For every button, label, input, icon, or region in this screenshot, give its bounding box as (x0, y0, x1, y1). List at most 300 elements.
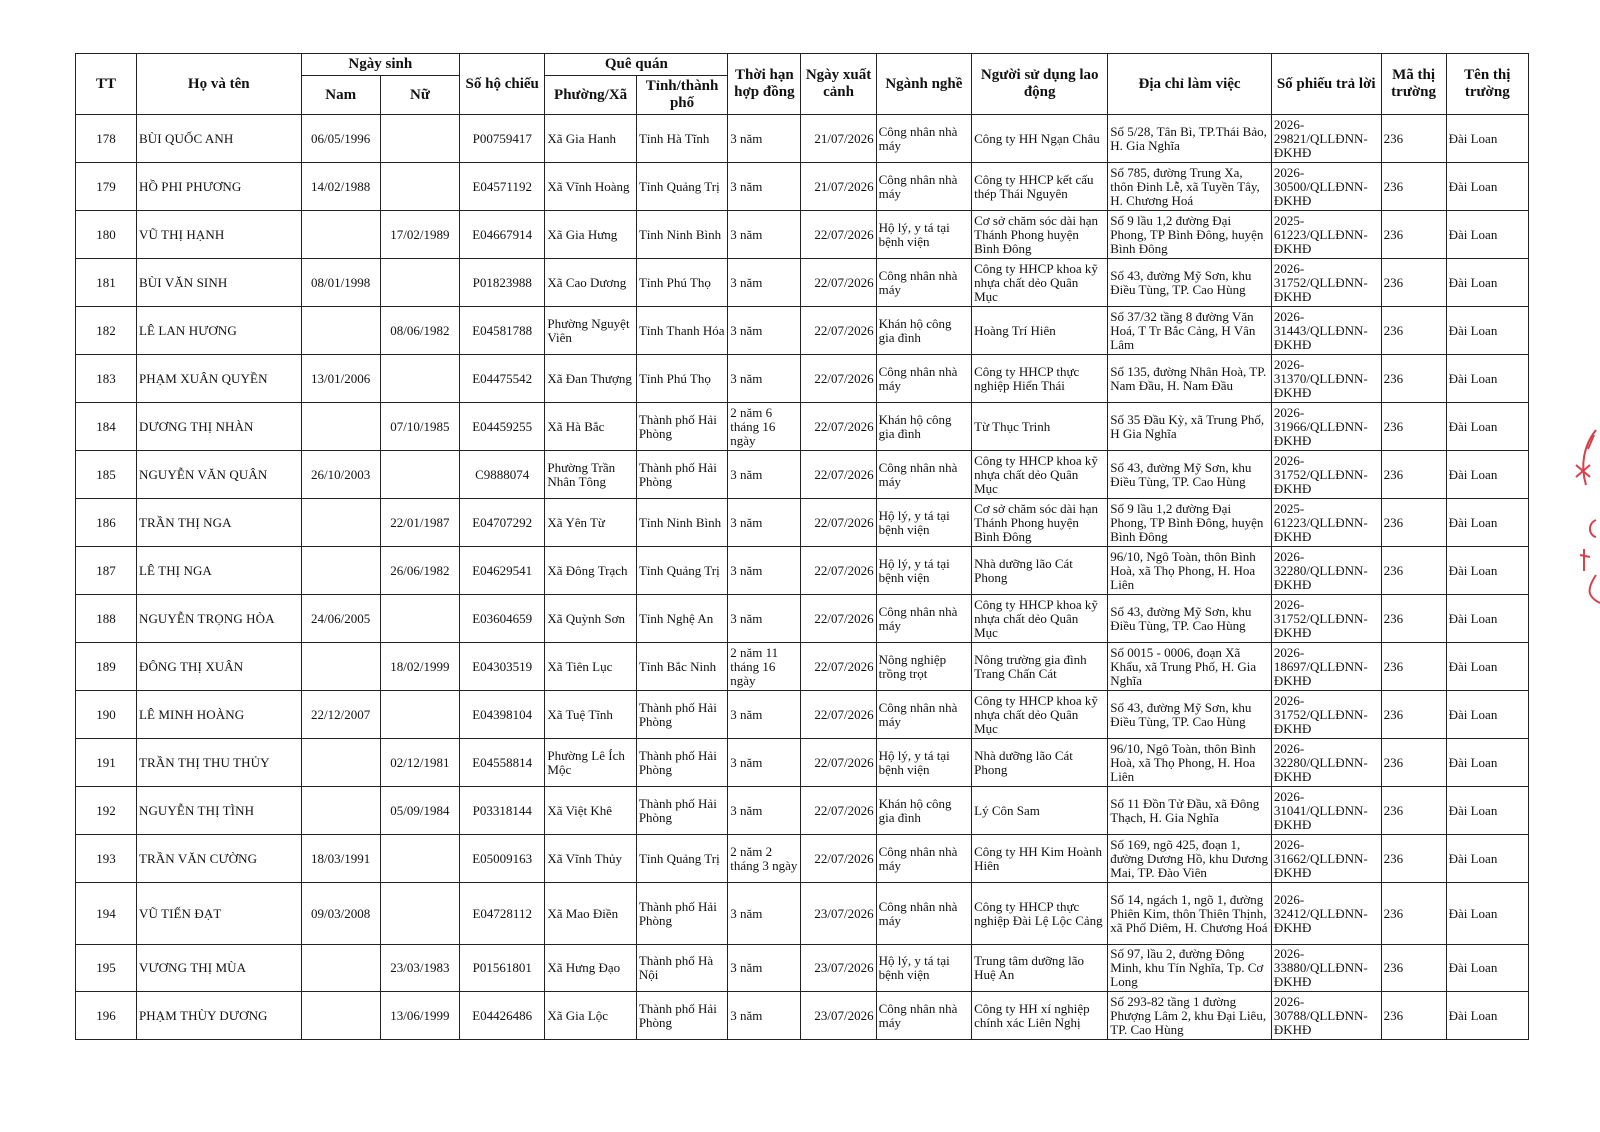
cell-market-code: 236 (1381, 787, 1446, 835)
cell-ticket-number: 2026-31370/QLLĐNN-ĐKHĐ (1271, 355, 1381, 403)
cell-market-name: Đài Loan (1446, 163, 1528, 211)
cell-birthdate-female (380, 163, 459, 211)
cell-market-code: 236 (1381, 259, 1446, 307)
cell-birthdate-male: 08/01/1998 (301, 259, 380, 307)
cell-market-name: Đài Loan (1446, 643, 1528, 691)
cell-row-number: 191 (76, 739, 137, 787)
cell-market-name: Đài Loan (1446, 307, 1528, 355)
cell-passport-number: C9888074 (460, 451, 545, 499)
cell-province: Tỉnh Hà Tĩnh (636, 115, 727, 163)
cell-market-code: 236 (1381, 451, 1446, 499)
cell-work-address: 96/10, Ngô Toàn, thôn Bình Hoà, xã Thọ Phong, H. Hoa Liên (1108, 739, 1272, 787)
cell-contract-term: 2 năm 2 tháng 3 ngày (728, 835, 801, 883)
cell-departure-date: 22/07/2026 (801, 211, 876, 259)
cell-province: Tỉnh Ninh Bình (636, 499, 727, 547)
cell-province: Tỉnh Nghệ An (636, 595, 727, 643)
cell-row-number: 188 (76, 595, 137, 643)
cell-contract-term: 3 năm (728, 992, 801, 1040)
cell-ward: Xã Đông Trạch (545, 547, 636, 595)
cell-market-name: Đài Loan (1446, 595, 1528, 643)
cell-occupation: Khán hộ công gia đình (876, 787, 972, 835)
cell-departure-date: 22/07/2026 (801, 451, 876, 499)
cell-market-name: Đài Loan (1446, 211, 1528, 259)
table-row (76, 403, 1529, 451)
cell-market-name: Đài Loan (1446, 992, 1528, 1040)
cell-occupation: Công nhân nhà máy (876, 835, 972, 883)
cell-ward: Xã Hà Bắc (545, 403, 636, 451)
cell-row-number: 189 (76, 643, 137, 691)
cell-ward: Xã Đan Thượng (545, 355, 636, 403)
header-name: Họ và tên (136, 54, 301, 115)
cell-occupation: Công nhân nhà máy (876, 259, 972, 307)
cell-ward: Phường Trần Nhân Tông (545, 451, 636, 499)
cell-ward: Xã Yên Từ (545, 499, 636, 547)
cell-contract-term: 3 năm (728, 945, 801, 992)
cell-birthdate-male (301, 499, 380, 547)
cell-market-code: 236 (1381, 163, 1446, 211)
table-row (76, 211, 1529, 259)
cell-birthdate-female (380, 451, 459, 499)
cell-row-number: 179 (76, 163, 137, 211)
cell-ticket-number: 2026-29821/QLLĐNN-ĐKHĐ (1271, 115, 1381, 163)
cell-market-name: Đài Loan (1446, 691, 1528, 739)
header-market-code: Mã thị trường (1381, 54, 1446, 115)
cell-market-code: 236 (1381, 945, 1446, 992)
cell-employer: Hoàng Trí Hiên (972, 307, 1108, 355)
cell-row-number: 196 (76, 992, 137, 1040)
cell-departure-date: 22/07/2026 (801, 499, 876, 547)
cell-market-code: 236 (1381, 403, 1446, 451)
cell-work-address: Số 14, ngách 1, ngõ 1, đường Phiên Kim, thôn Thiên Thịnh, xã Phố Diêm, H. Chương Hoá (1108, 883, 1272, 945)
cell-birthdate-male (301, 211, 380, 259)
cell-passport-number: E04398104 (460, 691, 545, 739)
cell-departure-date: 22/07/2026 (801, 307, 876, 355)
cell-work-address: Số 9 lầu 1,2 đường Đại Phong, TP Bình Đông, huyện Bình Đông (1108, 211, 1272, 259)
table-row (76, 115, 1529, 163)
cell-employer: Công ty HHCP khoa kỹ nhựa chất dẻo Quân Mục (972, 259, 1108, 307)
table-row (76, 945, 1529, 992)
cell-row-number: 194 (76, 883, 137, 945)
cell-passport-number: E04303519 (460, 643, 545, 691)
cell-market-name: Đài Loan (1446, 787, 1528, 835)
cell-employer: Công ty HHCP thực nghiệp Hiển Thái (972, 355, 1108, 403)
cell-market-name: Đài Loan (1446, 499, 1528, 547)
cell-worker-name: NGUYỄN TRỌNG HÒA (136, 595, 301, 643)
cell-birthdate-male: 14/02/1988 (301, 163, 380, 211)
cell-work-address: Số 135, đường Nhân Hoà, TP. Nam Đầu, H. Nam Đầu (1108, 355, 1272, 403)
cell-employer: Công ty HHCP khoa kỹ nhựa chất dẻo Quân Mục (972, 691, 1108, 739)
cell-birthdate-male (301, 787, 380, 835)
cell-market-code: 236 (1381, 739, 1446, 787)
cell-worker-name: LÊ MINH HOÀNG (136, 691, 301, 739)
cell-worker-name: LÊ LAN HƯƠNG (136, 307, 301, 355)
cell-employer: Công ty HHCP thực nghiệp Đài Lệ Lộc Cảng (972, 883, 1108, 945)
cell-contract-term: 3 năm (728, 451, 801, 499)
cell-passport-number: E05009163 (460, 835, 545, 883)
cell-row-number: 184 (76, 403, 137, 451)
cell-row-number: 193 (76, 835, 137, 883)
cell-contract-term: 2 năm 6 tháng 16 ngày (728, 403, 801, 451)
cell-birthdate-male: 22/12/2007 (301, 691, 380, 739)
cell-province: Thành phố Hà Nội (636, 945, 727, 992)
cell-employer: Cơ sở chăm sóc dài hạn Thánh Phong huyện Bình Đông (972, 211, 1108, 259)
table-header (76, 54, 1529, 115)
cell-contract-term: 3 năm (728, 163, 801, 211)
cell-province: Thành phố Hải Phòng (636, 739, 727, 787)
cell-birthdate-female: 05/09/1984 (380, 787, 459, 835)
cell-market-name: Đài Loan (1446, 883, 1528, 945)
cell-market-name: Đài Loan (1446, 355, 1528, 403)
cell-birthdate-female (380, 835, 459, 883)
cell-birthdate-female (380, 883, 459, 945)
cell-employer: Nông trường gia đình Trang Chấn Cát (972, 643, 1108, 691)
cell-birthdate-male: 06/05/1996 (301, 115, 380, 163)
header-passport: Số hộ chiếu (460, 54, 545, 115)
cell-ticket-number: 2026-31752/QLLĐNN-ĐKHĐ (1271, 451, 1381, 499)
cell-passport-number: P03318144 (460, 787, 545, 835)
cell-ticket-number: 2025-61223/QLLĐNN-ĐKHĐ (1271, 211, 1381, 259)
cell-ward: Xã Việt Khê (545, 787, 636, 835)
cell-departure-date: 22/07/2026 (801, 547, 876, 595)
cell-departure-date: 22/07/2026 (801, 835, 876, 883)
cell-work-address: Số 43, đường Mỹ Sơn, khu Điều Tùng, TP. Cao Hùng (1108, 451, 1272, 499)
cell-worker-name: DƯƠNG THỊ NHÀN (136, 403, 301, 451)
cell-work-address: Số 37/32 tầng 8 đường Văn Hoá, T Tr Bắc Cảng, H Vân Lâm (1108, 307, 1272, 355)
cell-occupation: Công nhân nhà máy (876, 163, 972, 211)
cell-worker-name: VŨ TIẾN ĐẠT (136, 883, 301, 945)
cell-province: Tỉnh Bắc Ninh (636, 643, 727, 691)
cell-worker-name: BÙI VĂN SINH (136, 259, 301, 307)
cell-ward: Xã Vĩnh Hoàng (545, 163, 636, 211)
cell-province: Tỉnh Quảng Trị (636, 547, 727, 595)
cell-birthdate-male: 18/03/1991 (301, 835, 380, 883)
table-row (76, 307, 1529, 355)
cell-occupation: Công nhân nhà máy (876, 992, 972, 1040)
cell-market-code: 236 (1381, 691, 1446, 739)
cell-departure-date: 22/07/2026 (801, 691, 876, 739)
cell-province: Tỉnh Thanh Hóa (636, 307, 727, 355)
cell-contract-term: 3 năm (728, 259, 801, 307)
cell-row-number: 190 (76, 691, 137, 739)
cell-ward: Xã Mao Điền (545, 883, 636, 945)
cell-market-name: Đài Loan (1446, 259, 1528, 307)
table-row (76, 355, 1529, 403)
cell-contract-term: 3 năm (728, 307, 801, 355)
cell-row-number: 186 (76, 499, 137, 547)
cell-market-name: Đài Loan (1446, 451, 1528, 499)
table-body (76, 115, 1529, 1040)
cell-market-code: 236 (1381, 307, 1446, 355)
cell-work-address: Số 43, đường Mỹ Sơn, khu Điều Tùng, TP. Cao Hùng (1108, 595, 1272, 643)
cell-market-name: Đài Loan (1446, 739, 1528, 787)
cell-ticket-number: 2026-32280/QLLĐNN-ĐKHĐ (1271, 739, 1381, 787)
cell-departure-date: 21/07/2026 (801, 163, 876, 211)
cell-birthdate-female: 22/01/1987 (380, 499, 459, 547)
header-hometown: Quê quán (545, 54, 728, 76)
cell-contract-term: 3 năm (728, 115, 801, 163)
cell-passport-number: E04667914 (460, 211, 545, 259)
cell-market-name: Đài Loan (1446, 115, 1528, 163)
cell-employer: Lý Côn Sam (972, 787, 1108, 835)
cell-ward: Xã Cao Dương (545, 259, 636, 307)
cell-worker-name: ĐÔNG THỊ XUÂN (136, 643, 301, 691)
cell-work-address: Số 293-82 tầng 1 đường Phượng Lâm 2, khu Đại Liêu, TP. Cao Hùng (1108, 992, 1272, 1040)
cell-province: Thành phố Hải Phòng (636, 787, 727, 835)
cell-birthdate-female (380, 691, 459, 739)
cell-province: Tỉnh Phú Thọ (636, 259, 727, 307)
cell-row-number: 187 (76, 547, 137, 595)
cell-market-code: 236 (1381, 992, 1446, 1040)
cell-contract-term: 3 năm (728, 691, 801, 739)
cell-worker-name: NGUYỄN VĂN QUÂN (136, 451, 301, 499)
cell-ticket-number: 2026-30788/QLLĐNN-ĐKHĐ (1271, 992, 1381, 1040)
cell-employer: Công ty HH Ngạn Châu (972, 115, 1108, 163)
cell-contract-term: 2 năm 11 tháng 16 ngày (728, 643, 801, 691)
cell-birthdate-male (301, 307, 380, 355)
cell-occupation: Công nhân nhà máy (876, 691, 972, 739)
table-row (76, 451, 1529, 499)
cell-work-address: Số 5/28, Tân Bì, TP.Thái Bảo, H. Gia Nghĩa (1108, 115, 1272, 163)
cell-birthdate-female: 17/02/1989 (380, 211, 459, 259)
cell-work-address: Số 0015 - 0006, đoạn Xã Khẩu, xã Trung Phố, H. Gia Nghĩa (1108, 643, 1272, 691)
cell-ticket-number: 2026-31443/QLLĐNN-ĐKHĐ (1271, 307, 1381, 355)
cell-row-number: 183 (76, 355, 137, 403)
cell-occupation: Công nhân nhà máy (876, 451, 972, 499)
cell-row-number: 180 (76, 211, 137, 259)
table-row (76, 163, 1529, 211)
cell-ticket-number: 2026-31752/QLLĐNN-ĐKHĐ (1271, 691, 1381, 739)
cell-province: Thành phố Hải Phòng (636, 403, 727, 451)
cell-row-number: 182 (76, 307, 137, 355)
cell-departure-date: 23/07/2026 (801, 945, 876, 992)
cell-worker-name: BÙI QUỐC ANH (136, 115, 301, 163)
cell-occupation: Công nhân nhà máy (876, 883, 972, 945)
cell-ward: Xã Vĩnh Thủy (545, 835, 636, 883)
cell-market-code: 236 (1381, 115, 1446, 163)
cell-market-name: Đài Loan (1446, 945, 1528, 992)
cell-market-code: 236 (1381, 499, 1446, 547)
cell-worker-name: NGUYỄN THỊ TÌNH (136, 787, 301, 835)
cell-market-code: 236 (1381, 547, 1446, 595)
header-province: Tỉnh/thành phố (636, 76, 727, 115)
cell-ticket-number: 2026-31752/QLLĐNN-ĐKHĐ (1271, 259, 1381, 307)
cell-departure-date: 22/07/2026 (801, 403, 876, 451)
cell-birthdate-male: 24/06/2005 (301, 595, 380, 643)
cell-row-number: 185 (76, 451, 137, 499)
header-tt: TT (76, 54, 137, 115)
cell-birthdate-female: 02/12/1981 (380, 739, 459, 787)
cell-passport-number: E04707292 (460, 499, 545, 547)
cell-ward: Xã Tiên Lục (545, 643, 636, 691)
table-row (76, 883, 1529, 945)
cell-occupation: Công nhân nhà máy (876, 595, 972, 643)
cell-worker-name: PHẠM XUÂN QUYỀN (136, 355, 301, 403)
cell-province: Tỉnh Phú Thọ (636, 355, 727, 403)
header-female: Nữ (380, 76, 459, 115)
cell-province: Tỉnh Quảng Trị (636, 835, 727, 883)
cell-work-address: Số 785, đường Trung Xa, thôn Đinh Lễ, xã Tuyền Tây, H. Chương Hoá (1108, 163, 1272, 211)
cell-birthdate-female: 07/10/1985 (380, 403, 459, 451)
cell-occupation: Hộ lý, y tá tại bệnh viện (876, 211, 972, 259)
cell-passport-number: E04558814 (460, 739, 545, 787)
cell-contract-term: 3 năm (728, 787, 801, 835)
cell-employer: Công ty HHCP kết cấu thép Thái Nguyên (972, 163, 1108, 211)
cell-birthdate-male (301, 403, 380, 451)
cell-birthdate-male (301, 739, 380, 787)
cell-ward: Phường Lê Ích Mộc (545, 739, 636, 787)
cell-employer: Công ty HH xí nghiệp chính xác Liên Nghị (972, 992, 1108, 1040)
cell-ticket-number: 2025-61223/QLLĐNN-ĐKHĐ (1271, 499, 1381, 547)
cell-ward: Xã Gia Hưng (545, 211, 636, 259)
cell-worker-name: HỒ PHI PHƯƠNG (136, 163, 301, 211)
cell-birthdate-female: 13/06/1999 (380, 992, 459, 1040)
cell-market-code: 236 (1381, 211, 1446, 259)
cell-province: Thành phố Hải Phòng (636, 883, 727, 945)
cell-birthdate-male: 09/03/2008 (301, 883, 380, 945)
cell-occupation: Công nhân nhà máy (876, 355, 972, 403)
table-row (76, 259, 1529, 307)
cell-ticket-number: 2026-31752/QLLĐNN-ĐKHĐ (1271, 595, 1381, 643)
cell-work-address: Số 43, đường Mỹ Sơn, khu Điều Tùng, TP. Cao Hùng (1108, 691, 1272, 739)
cell-passport-number: E04571192 (460, 163, 545, 211)
header-ward: Phường/Xã (545, 76, 636, 115)
header-birthdate: Ngày sinh (301, 54, 460, 76)
cell-occupation: Nông nghiệp trồng trọt (876, 643, 972, 691)
cell-ward: Xã Gia Lộc (545, 992, 636, 1040)
cell-ward: Xã Tuệ Tĩnh (545, 691, 636, 739)
cell-occupation: Khán hộ công gia đình (876, 307, 972, 355)
cell-ticket-number: 2026-31041/QLLĐNN-ĐKHĐ (1271, 787, 1381, 835)
cell-employer: Nhà dưỡng lão Cát Phong (972, 547, 1108, 595)
cell-departure-date: 22/07/2026 (801, 259, 876, 307)
table-row (76, 499, 1529, 547)
cell-row-number: 178 (76, 115, 137, 163)
cell-employer: Từ Thục Trinh (972, 403, 1108, 451)
header-departure-date: Ngày xuất cảnh (801, 54, 876, 115)
cell-birthdate-male (301, 547, 380, 595)
cell-contract-term: 3 năm (728, 595, 801, 643)
cell-ticket-number: 2026-32412/QLLĐNN-ĐKHĐ (1271, 883, 1381, 945)
cell-row-number: 195 (76, 945, 137, 992)
table-row (76, 691, 1529, 739)
cell-birthdate-male (301, 992, 380, 1040)
cell-work-address: Số 43, đường Mỹ Sơn, khu Điều Tùng, TP. Cao Hùng (1108, 259, 1272, 307)
cell-passport-number: E04629541 (460, 547, 545, 595)
cell-province: Thành phố Hải Phòng (636, 451, 727, 499)
cell-province: Thành phố Hải Phòng (636, 992, 727, 1040)
cell-passport-number: E04475542 (460, 355, 545, 403)
cell-contract-term: 3 năm (728, 547, 801, 595)
header-occupation: Ngành nghề (876, 54, 972, 115)
cell-ticket-number: 2026-30500/QLLĐNN-ĐKHĐ (1271, 163, 1381, 211)
cell-market-code: 236 (1381, 595, 1446, 643)
cell-birthdate-female: 08/06/1982 (380, 307, 459, 355)
table-row (76, 595, 1529, 643)
cell-departure-date: 22/07/2026 (801, 739, 876, 787)
cell-market-name: Đài Loan (1446, 547, 1528, 595)
cell-market-code: 236 (1381, 835, 1446, 883)
header-contract-term: Thời hạn hợp đồng (728, 54, 801, 115)
cell-work-address: Số 169, ngõ 425, đoạn 1, đường Dương Hồ, khu Dương Mai, TP. Đào Viên (1108, 835, 1272, 883)
cell-birthdate-male: 13/01/2006 (301, 355, 380, 403)
cell-departure-date: 23/07/2026 (801, 883, 876, 945)
cell-ward: Xã Gia Hanh (545, 115, 636, 163)
cell-province: Tỉnh Ninh Bình (636, 211, 727, 259)
cell-birthdate-female (380, 115, 459, 163)
cell-province: Tỉnh Quảng Trị (636, 163, 727, 211)
cell-occupation: Công nhân nhà máy (876, 115, 972, 163)
cell-worker-name: TRẦN THỊ NGA (136, 499, 301, 547)
cell-passport-number: E04581788 (460, 307, 545, 355)
cell-birthdate-male (301, 945, 380, 992)
cell-ticket-number: 2026-33880/QLLĐNN-ĐKHĐ (1271, 945, 1381, 992)
cell-passport-number: P01823988 (460, 259, 545, 307)
cell-departure-date: 23/07/2026 (801, 992, 876, 1040)
cell-worker-name: TRẦN THỊ THU THỦY (136, 739, 301, 787)
cell-birthdate-female (380, 355, 459, 403)
cell-ward: Xã Hưng Đạo (545, 945, 636, 992)
cell-worker-name: VƯƠNG THỊ MÙA (136, 945, 301, 992)
red-stamp-fragment (1566, 425, 1600, 605)
cell-contract-term: 3 năm (728, 883, 801, 945)
cell-passport-number: P00759417 (460, 115, 545, 163)
table-row (76, 643, 1529, 691)
cell-passport-number: P01561801 (460, 945, 545, 992)
header-market-name: Tên thị trường (1446, 54, 1528, 115)
cell-birthdate-female: 26/06/1982 (380, 547, 459, 595)
cell-province: Thành phố Hải Phòng (636, 691, 727, 739)
cell-worker-name: VŨ THỊ HẠNH (136, 211, 301, 259)
cell-ticket-number: 2026-31662/QLLĐNN-ĐKHĐ (1271, 835, 1381, 883)
cell-occupation: Hộ lý, y tá tại bệnh viện (876, 499, 972, 547)
cell-work-address: Số 97, lầu 2, đường Đông Minh, khu Tín Nghĩa, Tp. Cơ Long (1108, 945, 1272, 992)
cell-departure-date: 21/07/2026 (801, 115, 876, 163)
table-row (76, 739, 1529, 787)
cell-work-address: Số 9 lầu 1,2 đường Đại Phong, TP Bình Đông, huyện Bình Đông (1108, 499, 1272, 547)
cell-market-code: 236 (1381, 355, 1446, 403)
cell-ward: Xã Quỳnh Sơn (545, 595, 636, 643)
cell-work-address: Số 11 Đồn Tử Đầu, xã Đông Thạch, H. Gia Nghĩa (1108, 787, 1272, 835)
cell-passport-number: E03604659 (460, 595, 545, 643)
cell-contract-term: 3 năm (728, 499, 801, 547)
cell-passport-number: E04728112 (460, 883, 545, 945)
cell-work-address: 96/10, Ngô Toàn, thôn Bình Hoà, xã Thọ Phong, H. Hoa Liên (1108, 547, 1272, 595)
cell-occupation: Khán hộ công gia đình (876, 403, 972, 451)
cell-employer: Công ty HHCP khoa kỹ nhựa chất dẻo Quân Mục (972, 451, 1108, 499)
cell-departure-date: 22/07/2026 (801, 643, 876, 691)
worker-list-table (75, 53, 1529, 1040)
cell-ticket-number: 2026-32280/QLLĐNN-ĐKHĐ (1271, 547, 1381, 595)
cell-employer: Công ty HH Kim Hoành Hiên (972, 835, 1108, 883)
cell-departure-date: 22/07/2026 (801, 595, 876, 643)
cell-market-code: 236 (1381, 883, 1446, 945)
cell-ticket-number: 2026-31966/QLLĐNN-ĐKHĐ (1271, 403, 1381, 451)
cell-birthdate-female (380, 595, 459, 643)
cell-contract-term: 3 năm (728, 211, 801, 259)
cell-row-number: 181 (76, 259, 137, 307)
cell-employer: Nhà dưỡng lão Cát Phong (972, 739, 1108, 787)
cell-birthdate-female (380, 259, 459, 307)
cell-ticket-number: 2026-18697/QLLĐNN-ĐKHĐ (1271, 643, 1381, 691)
header-ticket-number: Số phiếu trả lời (1271, 54, 1381, 115)
cell-occupation: Hộ lý, y tá tại bệnh viện (876, 739, 972, 787)
cell-row-number: 192 (76, 787, 137, 835)
cell-birthdate-male: 26/10/2003 (301, 451, 380, 499)
cell-occupation: Hộ lý, y tá tại bệnh viện (876, 547, 972, 595)
cell-employer: Công ty HHCP khoa kỹ nhựa chất dẻo Quân Mục (972, 595, 1108, 643)
table-row (76, 547, 1529, 595)
cell-birthdate-female: 23/03/1983 (380, 945, 459, 992)
